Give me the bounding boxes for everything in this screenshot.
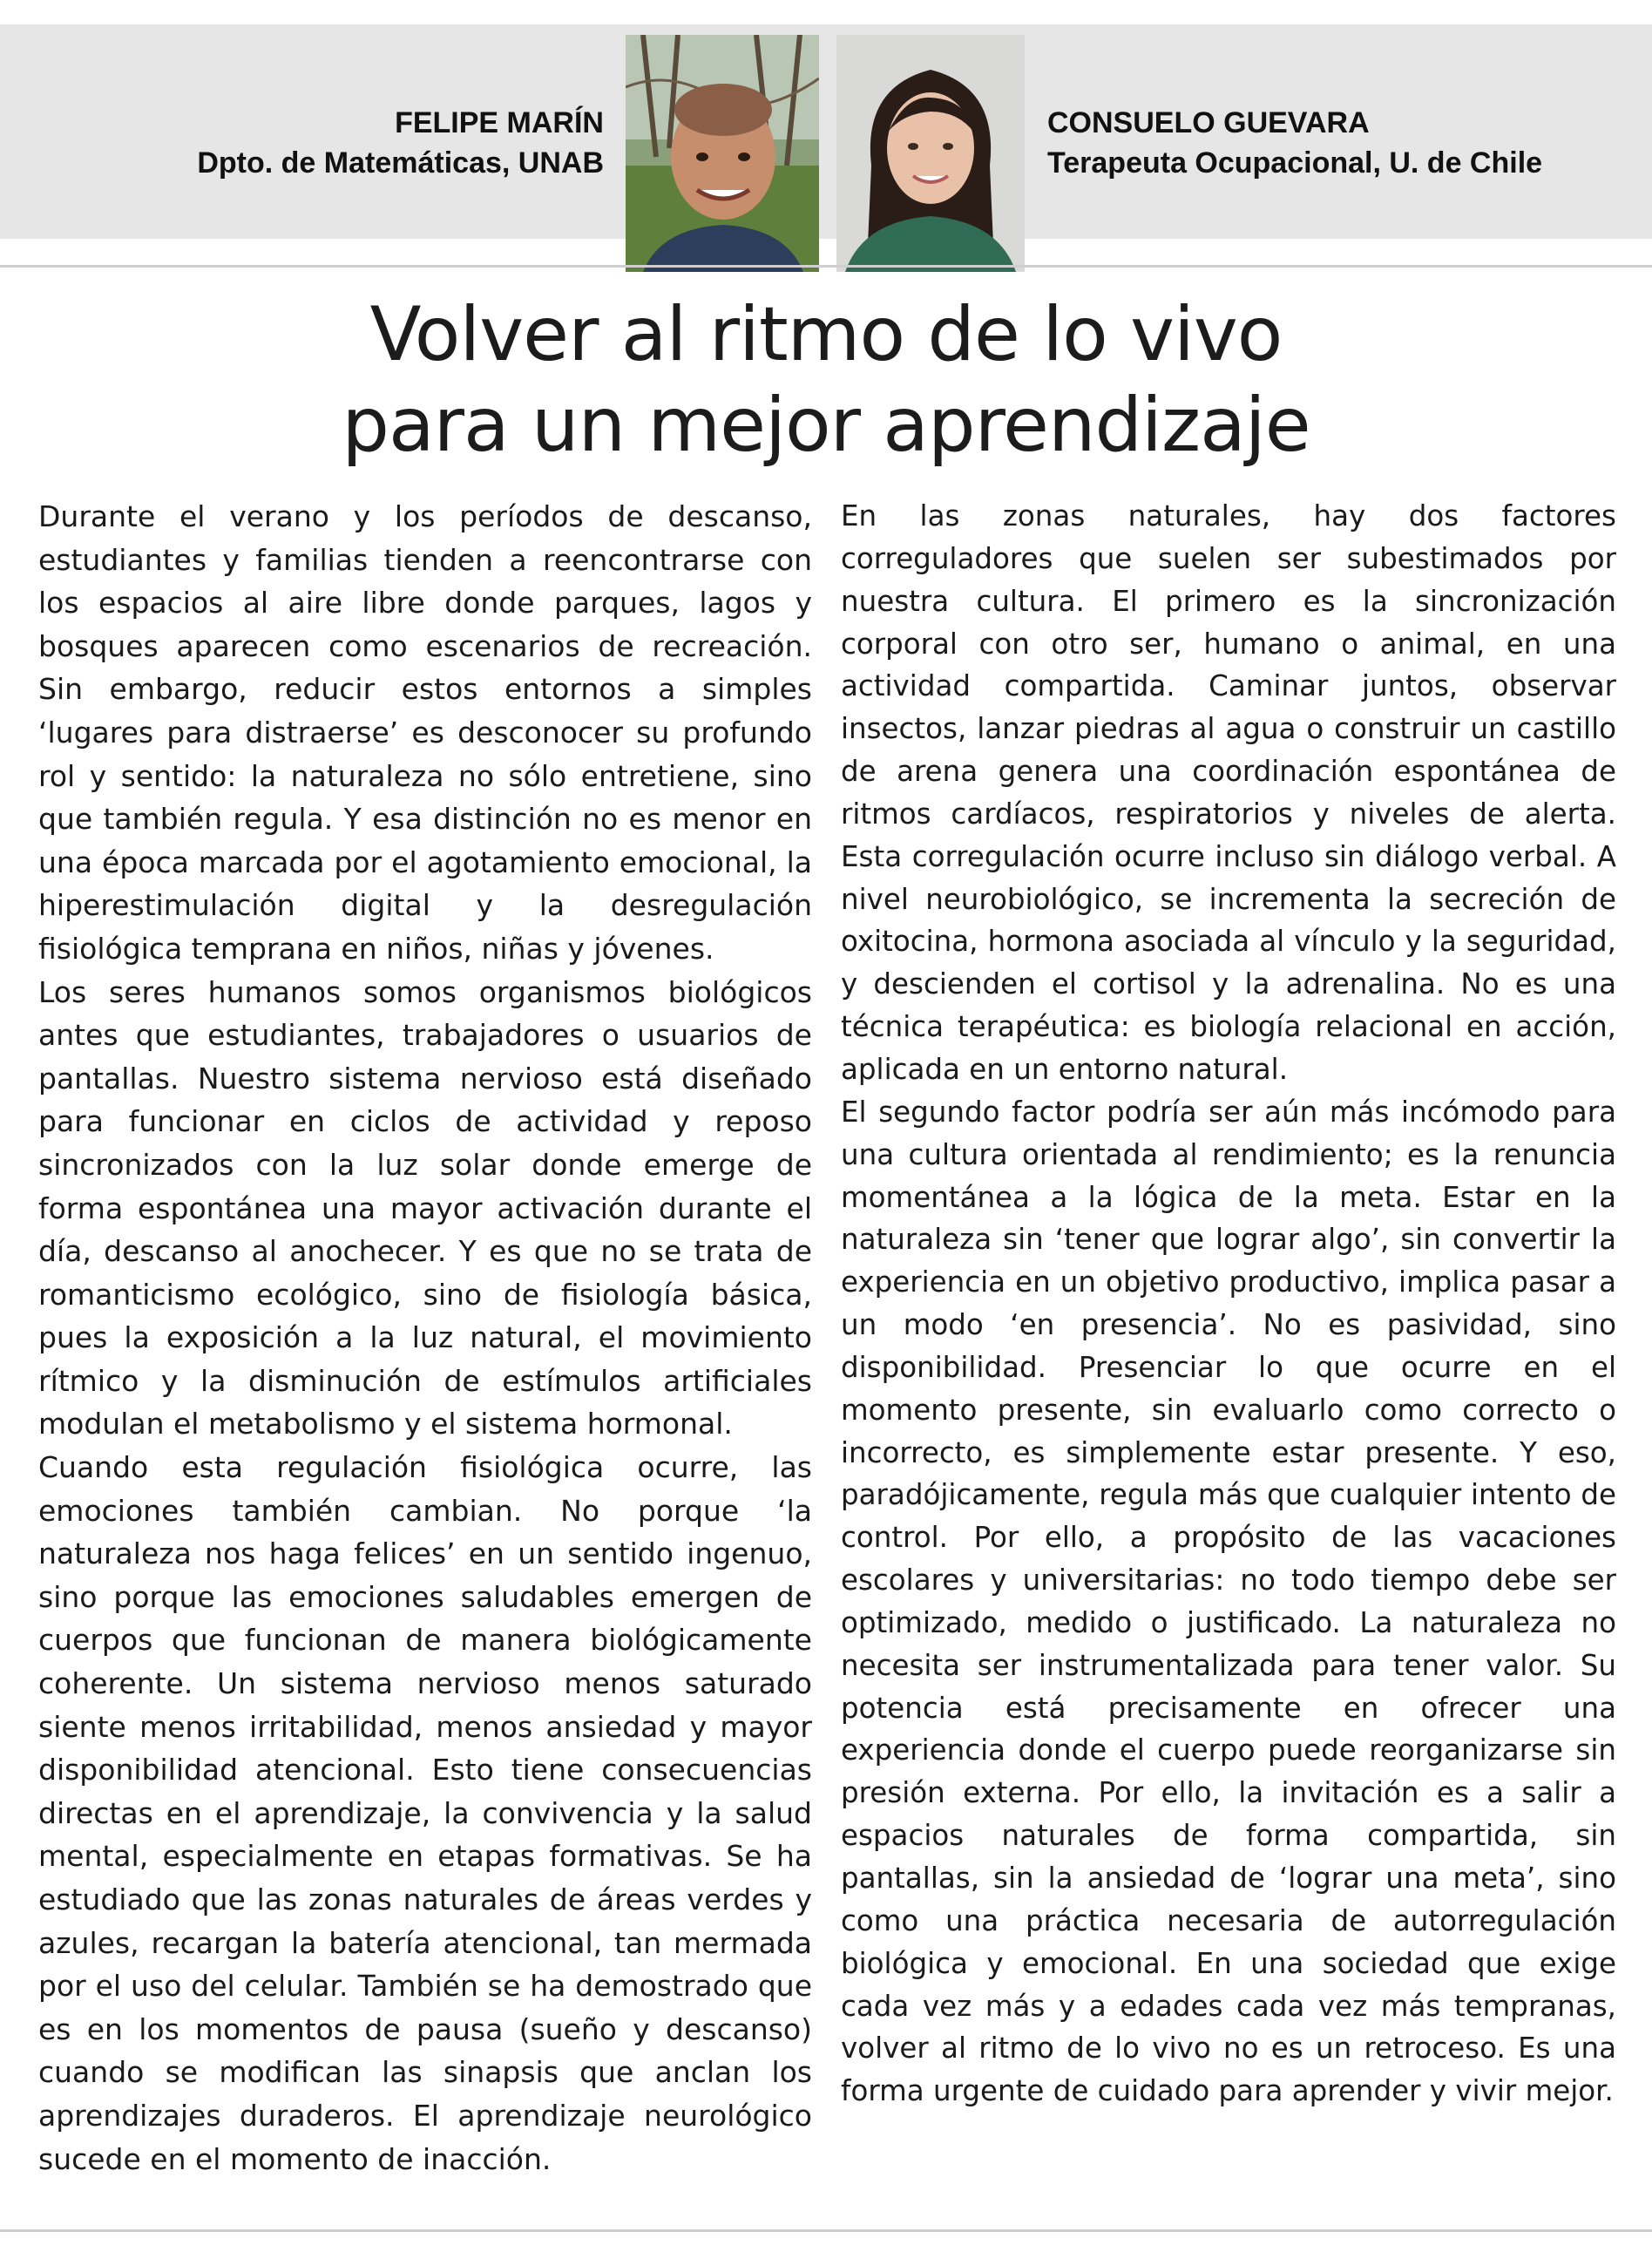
headline-line: para un mejor aprendizaje (342, 382, 1310, 469)
article-paragraph: El segundo factor podría ser aún más incómodo para una cultura orientada al rendimiento; es la renuncia momentánea a la lógica de la meta. Estar en la naturaleza sin ‘tener que lograr algo’, sin convertir la experiencia en un objetivo productivo, implica pasar a un modo ‘en presencia’. No es pasividad, sino disponibilidad. Presenciar lo que ocurre en el momento presente, sin evaluarlo como correcto o incorrecto, es simplemente estar presente. Y eso, paradójicamente, regula más que cualquier intento de control. Por ello, a propósito de las vacaciones escolares y universitarias: no todo tiempo debe ser optimizado, medido o justificado. La naturaleza no necesita ser instrumentalizada para tener valor. Su potencia está precisamente en ofrecer una experiencia donde el cuerpo puede reorganizarse sin presión externa. Por ello, la invitación es a salir a espacios naturales de forma compartida, sin pantallas, sin la ansiedad de ‘lograr una meta’, sino como una práctica necesaria de autorregulación biológica y emocional. En una sociedad que exige cada vez más y a edades cada vez más tempranas, volver al ritmo de lo vivo no es un retroceso. Es una forma urgente de cuidado para aprender y vivir mejor. (841, 1095, 1616, 2108)
author-felipe-marin (0, 103, 604, 183)
article-paragraph: Cuando esta regulación fisiológica ocurre, las emociones también cambian. No porque ‘la naturaleza nos haga felices’ en un sentido ingenuo, sino porque las emociones saludables emergen de cuerpos que funcionan de manera biológicamente coherente. Un sistema nervioso menos saturado siente menos irritabilidad, menos ansiedad y mayor disponibilidad atencional. Esto tiene consecuencias directas en el aprendizaje, la convivencia y la salud mental, especialmente en etapas formativas. Se ha estudiado que las zonas naturales de áreas verdes y azules, recargan la batería atencional, tan mermada por el uso del celular. También se ha demostrado que es en los momentos de pausa (sueño y descanso) cuando se modifican las sinapsis que anclan los aprendizajes duraderos. El aprendizaje neurológico sucede en el momento de inacción. (38, 1450, 812, 2176)
author-photo-consuelo (836, 35, 1025, 272)
author-affiliation: Dpto. de Matemáticas, UNAB (197, 146, 604, 180)
article-column-left (38, 495, 812, 2181)
portrait-photo-icon (626, 35, 819, 272)
article-paragraph: Durante el verano y los períodos de descanso, estudiantes y familias tienden a reencontrarse con los espacios al aire libre donde parques, lagos y bosques aparecen como escenarios de recreación. Sin embargo, reducir estos entornos a simples ‘lugares para distraerse’ es desconocer su profundo rol y sentido: la naturaleza no sólo entretiene, sino que también regula. Y esa distinción no es menor en una época marcada por el agotamiento emocional, la hiperestimulación digital y la desregulación fisiológica temprana en niños, niñas y jóvenes. (38, 499, 812, 966)
header-divider (0, 265, 1652, 268)
top-strip (0, 0, 1652, 24)
article-paragraph: En las zonas naturales, hay dos factores correguladores que suelen ser subestimados por nuestra cultura. El primero es la sincronización corporal con otro ser, humano o animal, en una actividad compartida. Caminar juntos, observar insectos, lanzar piedras al agua o construir un castillo de arena genera una coordinación espontánea de ritmos cardíacos, respiratorios y niveles de alerta. Esta corregulación ocurre incluso sin diálogo verbal. A nivel neurobiológico, se incrementa la secreción de oxitocina, hormona asociada al vínculo y la seguridad, y descienden el cortisol y la adrenalina. No es una técnica terapéutica: es biología relacional en acción, aplicada en un entorno natural. (841, 499, 1616, 1086)
article-paragraph: Los seres humanos somos organismos biológicos antes que estudiantes, trabajadores o usuarios de pantallas. Nuestro sistema nervioso está diseñado para funcionar en ciclos de actividad y reposo sincronizados con la luz solar donde emerge de forma espontánea una mayor activación durante el día, descanso al anochecer. Y es que no se trata de romanticismo ecológico, sino de fisiología básica, pues la exposición a la luz natural, el movimiento rítmico y la disminución de estímulos artificiales modulan el metabolismo y el sistema hormonal. (38, 974, 812, 1441)
headline-line: Volver al ritmo de lo vivo (369, 291, 1283, 378)
author-name: FELIPE MARÍN (395, 106, 604, 139)
article-column-right (841, 495, 1616, 2113)
author-affiliation: Terapeuta Ocupacional, U. de Chile (1047, 146, 1543, 180)
author-consuelo-guevara (1047, 103, 1640, 183)
author-name: CONSUELO GUEVARA (1047, 106, 1370, 139)
article-headline (0, 289, 1652, 471)
footer-divider (0, 2229, 1652, 2232)
author-photo-felipe (626, 35, 819, 272)
portrait-photo-icon (836, 35, 1025, 272)
